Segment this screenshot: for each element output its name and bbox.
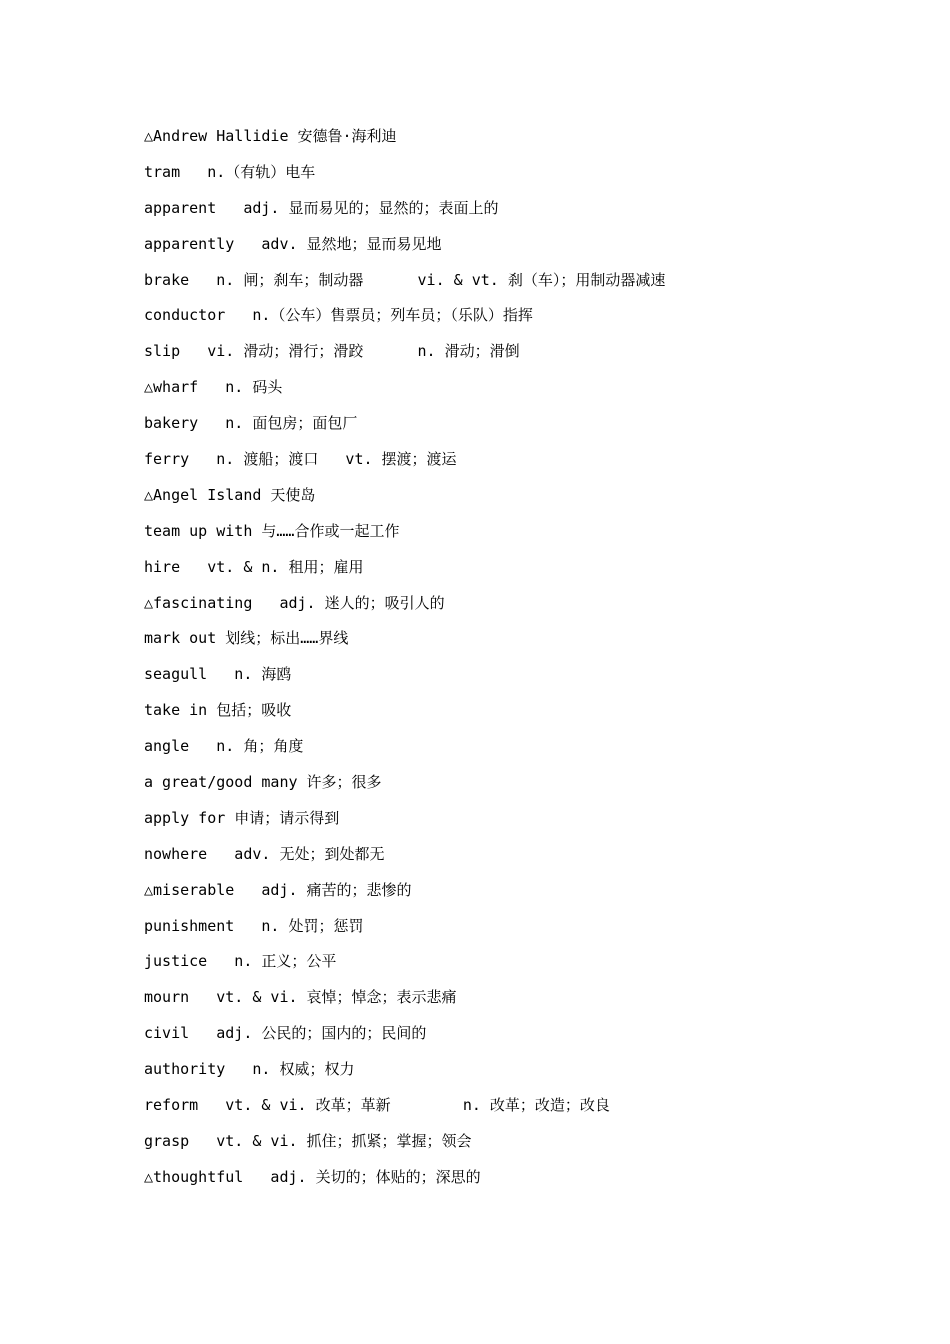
vocab-entry: angle n. 角；角度 [144,737,304,756]
vocab-entry: nowhere adv. 无处；到处都无 [144,844,385,863]
vocab-entry: ferry n. 渡船；渡口 vt. 摆渡；渡运 [144,450,457,469]
vocab-entry: brake n. 闸；刹车；制动器 vi. & vt. 刹（车）；用制动器减速 [144,270,666,289]
vocab-entry: △Andrew Hallidie 安德鲁·海利迪 [144,127,397,145]
vocab-entry: △fascinating adj. 迷人的；吸引人的 [144,593,445,612]
vocab-entry: slip vi. 滑动；滑行；滑跤 n. 滑动；滑倒 [144,342,520,361]
vocab-entry: grasp vt. & vi. 抓住；抓紧；掌握；领会 [144,1131,472,1150]
vocab-entry: apply for 申请；请示得到 [144,808,340,827]
vocab-entry: △thoughtful adj. 关切的；体贴的；深思的 [144,1167,481,1186]
vocab-entry: mark out 划线；标出……界线 [144,629,349,648]
vocab-entry: punishment n. 处罚；惩罚 [144,916,364,935]
vocab-entry: authority n. 权威；权力 [144,1060,355,1079]
vocab-entry: civil adj. 公民的；国内的；民间的 [144,1024,427,1043]
vocab-entry: take in 包括；吸收 [144,701,292,720]
vocab-entry: mourn vt. & vi. 哀悼；悼念；表示悲痛 [144,988,457,1007]
vocab-entry: apparently adv. 显然地；显而易见地 [144,234,442,253]
vocabulary-list [144,125,904,1202]
vocab-entry: justice n. 正义；公平 [144,952,337,971]
vocab-entry: apparent adj. 显而易见的；显然的；表面上的 [144,198,499,217]
vocab-entry: bakery n. 面包房；面包厂 [144,414,358,433]
vocab-entry: △wharf n. 码头 [144,378,283,397]
vocab-entry: conductor n.（公车）售票员；列车员；（乐队）指挥 [144,306,533,325]
vocab-entry: △miserable adj. 痛苦的；悲惨的 [144,880,412,899]
vocab-entry: seagull n. 海鸥 [144,665,292,684]
vocab-entry: a great/good many 许多；很多 [144,773,382,792]
vocab-entry: reform vt. & vi. 改革；革新 n. 改革；改造；改良 [144,1096,610,1115]
vocab-entry: △Angel Island 天使岛 [144,485,316,504]
vocab-entry: tram n.（有轨）电车 [144,162,316,181]
vocab-entry: hire vt. & n. 租用；雇用 [144,557,364,576]
vocab-entry: team up with 与……合作或一起工作 [144,521,400,540]
